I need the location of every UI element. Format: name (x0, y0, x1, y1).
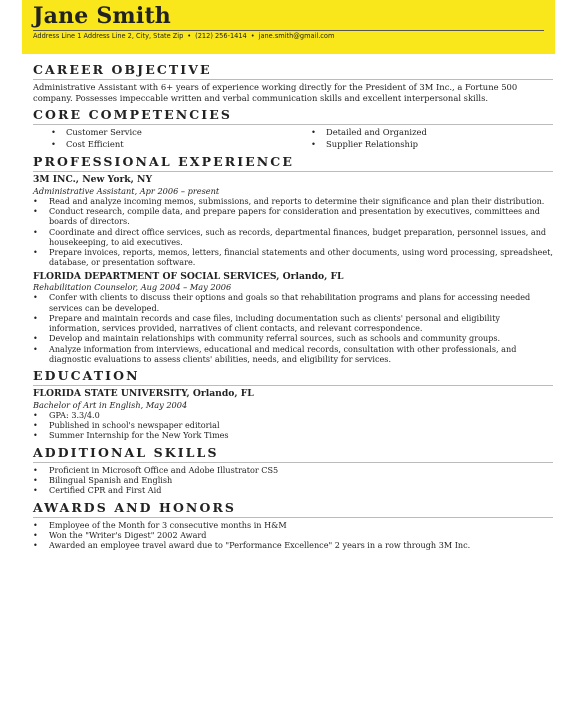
school-name: FLORIDA STATE UNIVERSITY, Orlando, FL (33, 388, 254, 400)
skill-item: • Certified CPR and First Aid (33, 485, 553, 495)
job-role: Administrative Assistant, Apr 2006 – present (33, 185, 220, 196)
section-divider (33, 462, 553, 463)
section-core-competencies (33, 107, 553, 150)
contact-email: jane.smith@gmail.com (258, 32, 335, 40)
job-duty-item: • Analyze information from interviews, educational and medical records, consultation with other professionals, and diagnostic evaluations to assess clients' abilities, needs, and eligibility for services. (33, 344, 553, 365)
resume-header (22, 0, 555, 54)
section-title: PROFESSIONAL EXPERIENCE (33, 154, 294, 170)
job-duty-item: • Confer with clients to discuss their options and goals so that rehabilitation programs and plans for accessing needed services can be developed. (33, 292, 553, 313)
job-entry (33, 271, 553, 365)
degree: Bachelor of Art in English, May 2004 (33, 399, 188, 410)
job-duties (33, 292, 553, 364)
job-duty-item: • Read and analyze incoming memos, submissions, and reports to determine their significance and plan their distribution. (33, 196, 553, 206)
job-role: Rehabilitation Counselor, Aug 2004 – May 2006 (33, 282, 232, 293)
contact-address: Address Line 1 Address Line 2, City, State Zip (33, 32, 184, 40)
section-professional-experience (33, 154, 553, 364)
skills-list (33, 465, 553, 496)
competency-column-left (33, 127, 293, 150)
header-divider (33, 30, 544, 31)
contact-separator: • (187, 32, 192, 40)
job-organization: FLORIDA DEPARTMENT OF SOCIAL SERVICES, Orlando, FL (33, 270, 344, 282)
section-divider (33, 171, 553, 172)
section-divider (33, 79, 553, 80)
section-awards-honors (33, 500, 553, 551)
candidate-name: Jane Smith (33, 3, 171, 29)
skill-item: • Bilingual Spanish and English (33, 475, 553, 485)
section-title: EDUCATION (33, 368, 140, 384)
job-duty-item: • Conduct research, compile data, and prepare papers for consideration and presentation by executives, committees and boards of directors. (33, 206, 553, 227)
section-title: AWARDS AND HONORS (33, 499, 237, 515)
section-title: CAREER OBJECTIVE (33, 62, 212, 77)
competency-item: • Supplier Relationship (293, 139, 553, 151)
job-duty-item: • Coordinate and direct office services, such as records, departmental finances, budget preparation, personnel issues, and housekeeping, to aid executives. (33, 227, 553, 248)
section-title: ADDITIONAL SKILLS (33, 444, 219, 460)
competency-grid (33, 127, 553, 150)
education-item: • GPA: 3.3/4.0 (33, 410, 553, 420)
section-divider (33, 385, 553, 386)
career-objective-text: Administrative Assistant with 6+ years of experience working directly for the President of 3M Inc., a Fortune 500 company. Possesses impeccable written and verbal communication skills and excellent interpersonal skills. (33, 82, 518, 103)
section-divider (33, 124, 553, 125)
skill-item: • Proficient in Microsoft Office and Adobe Illustrator CS5 (33, 465, 553, 475)
contact-phone: (212) 256-1414 (195, 32, 247, 40)
contact-line (33, 32, 334, 41)
competency-item: • Cost Efficient (33, 139, 293, 151)
awards-list (33, 520, 553, 551)
award-item: • Won the "Writer's Digest" 2002 Award (33, 530, 553, 540)
competency-item: • Customer Service (33, 127, 293, 139)
job-entry (33, 174, 553, 268)
education-details (33, 410, 553, 441)
competency-column-right (293, 127, 553, 150)
job-organization: 3M INC., New York, NY (33, 174, 153, 186)
job-duty-item: • Develop and maintain relationships with community referral sources, such as schools and community groups. (33, 333, 553, 343)
section-additional-skills (33, 445, 553, 496)
section-education (33, 368, 553, 440)
education-item: • Published in school's newspaper editorial (33, 420, 553, 430)
section-title: CORE COMPETENCIES (33, 107, 233, 123)
section-divider (33, 517, 553, 518)
job-duty-item: • Prepare invoices, reports, memos, letters, financial statements and other documents, using word processing, spreadsheet, database, or presentation software. (33, 247, 553, 268)
award-item: • Awarded an employee travel award due to "Performance Excellence" 2 years in a row through 3M Inc. (33, 540, 553, 550)
job-duties (33, 196, 553, 268)
education-item: • Summer Internship for the New York Times (33, 430, 553, 440)
section-career-objective (33, 62, 553, 103)
contact-separator: • (250, 32, 255, 40)
competency-item: • Detailed and Organized (293, 127, 553, 139)
resume-body (33, 62, 553, 555)
job-duty-item: • Prepare and maintain records and case files, including documentation such as clients' personal and eligibility information, services provided, narratives of client contacts, and relevant correspondence. (33, 313, 553, 334)
award-item: • Employee of the Month for 3 consecutive months in H&M (33, 520, 553, 530)
